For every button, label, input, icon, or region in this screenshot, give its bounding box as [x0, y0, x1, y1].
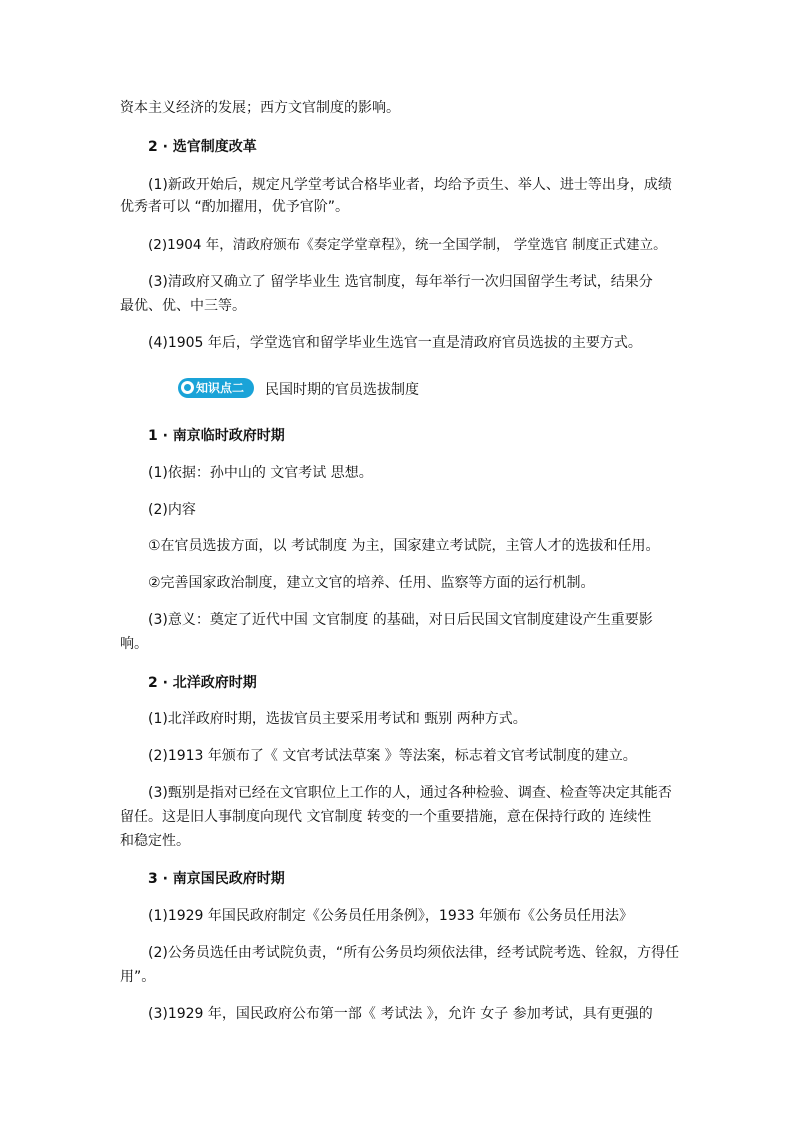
- text-line: ②完善国家政治制度，建立文官的培养、任用、监察等方面的运行机制。: [148, 575, 595, 591]
- text-line: (2)公务员选任由考试院负责，“所有公务员均须依法律，经考试院考选、铨叙，方得任: [148, 945, 680, 961]
- section-heading: 2 · 选官制度改革: [148, 139, 257, 155]
- text-line: (3)1929 年，国民政府公布第一部《 考试法 》，允许 女子 参加考试，具有更强的: [148, 1006, 653, 1022]
- text-line: (3)清政府又确立了 留学毕业生 选官制度，每年举行一次归国留学生考试，结果分: [148, 274, 653, 290]
- section-heading: 1 · 南京临时政府时期: [148, 428, 285, 444]
- text-line: (1)北洋政府时期，选拔官员主要采用考试和 甄别 两种方式。: [148, 711, 527, 727]
- text-line: (1)1929 年国民政府制定《公务员任用条例》，1933 年颁布《公务员任用法》: [148, 908, 633, 924]
- text-line: (3)甄别是指对已经在文官职位上工作的人，通过各种检验、调查、检查等决定其能否: [148, 785, 672, 801]
- text-line: 优秀者可以 “酌加擢用，优予官阶”。: [120, 199, 349, 215]
- text-line: (3)意义：奠定了近代中国 文官制度 的基础，对日后民国文官制度建设产生重要影: [148, 612, 653, 628]
- text-line: 和稳定性。: [120, 833, 190, 849]
- text-line: ①在官员选拔方面，以 考试制度 为主，国家建立考试院，主管人才的选拔和任用。: [148, 538, 660, 554]
- text-line: (1)新政开始后，规定凡学堂考试合格毕业者，均给予贡生、举人、进士等出身，成绩: [148, 177, 672, 193]
- text-line: (2)内容: [148, 502, 196, 518]
- text-line: (1)依据：孙中山的 文官考试 思想。: [148, 465, 373, 481]
- section-heading: 2 · 北洋政府时期: [148, 675, 257, 691]
- text-line: 最优、优、中三等。: [120, 298, 246, 314]
- section-title: 民国时期的官员选拔制度: [265, 382, 419, 398]
- text-line: 用”。: [120, 969, 156, 985]
- text-line: 留任。这是旧人事制度向现代 文官制度 转变的一个重要措施，意在保持行政的 连续性: [120, 809, 652, 825]
- text-line: 响。: [120, 636, 148, 652]
- knowledge-point-badge: [178, 378, 254, 398]
- text-line: (4)1905 年后，学堂选官和留学毕业生选官一直是清政府官员选拔的主要方式。: [148, 335, 642, 351]
- text-line: (2)1913 年颁布了《 文官考试法草案 》等法案，标志着文官考试制度的建立。: [148, 748, 637, 764]
- badge-label: 知识点二: [196, 381, 245, 395]
- text-line: (2)1904 年，清政府颁布《奏定学堂章程》，统一全国学制， 学堂选官 制度正式建立。: [148, 237, 667, 253]
- section-heading: 3 · 南京国民政府时期: [148, 871, 285, 887]
- badge-circle-icon: [181, 381, 194, 394]
- text-line: 资本主义经济的发展；西方文官制度的影响。: [120, 100, 400, 116]
